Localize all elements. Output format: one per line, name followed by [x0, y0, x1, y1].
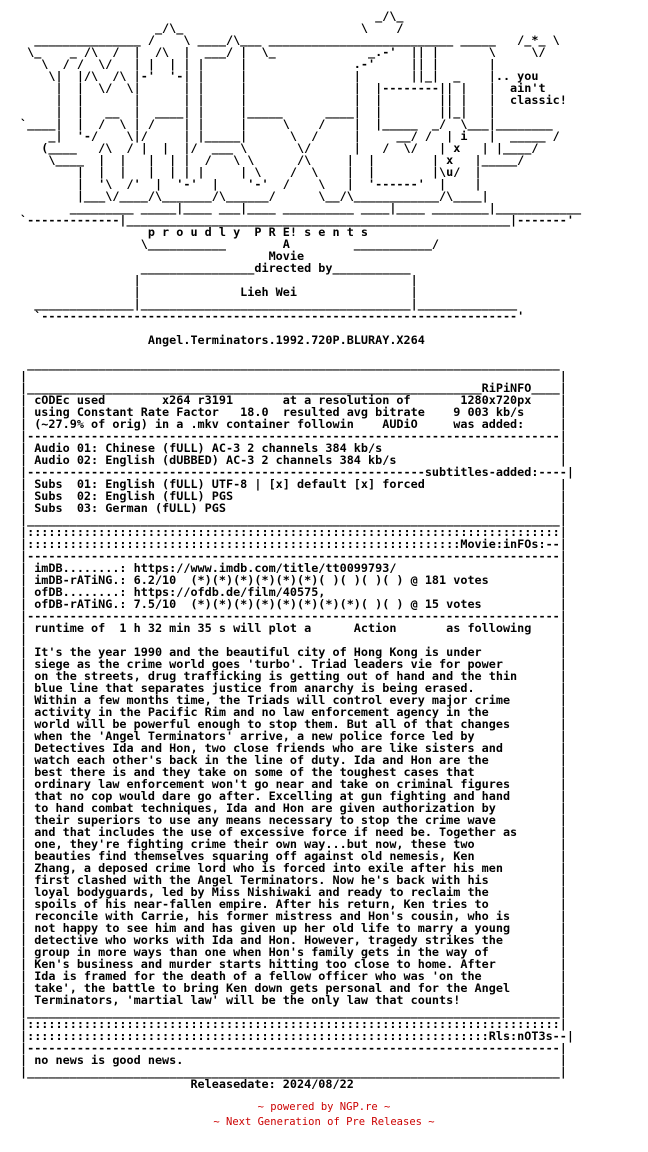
nfo-line: | | | | | | | | || | | classic! — [20, 93, 567, 107]
nfo-line: | Audio 02: English (dUBBED) AC-3 2 channels 384 kb/s | — [20, 453, 567, 467]
nfo-line: ________________directed by___________ — [20, 261, 411, 275]
nfo-line: | | — [20, 369, 567, 383]
nfo-line: |___________________________________________________________________________| — [20, 1005, 567, 1019]
nfo-line: | runtime of 1 h 32 min 35 s will plot a Action as following | — [20, 621, 567, 635]
nfo-line: | group in more ways than one when Hon's family gets in the way of | — [20, 945, 567, 959]
nfo-line: | Subs 02: English (fULL) PGS | — [20, 489, 567, 503]
nfo-line: | using Constant Rate Factor 18.0 resulted avg bitrate 9 003 kb/s | — [20, 405, 567, 419]
nfo-line: _________ _____|____ ___|____ __________ ____|____ ________|____________ — [20, 201, 582, 215]
nfo-line: | '\ /' | '-' | '-' / \ | '------' | | — [20, 177, 482, 191]
nfo-line: | that no cop would dare go after. Excelling at gun fighting and hand | — [20, 789, 567, 803]
nfo-line: | | __ | ____| | |_____ ____| | ||_| | — [20, 105, 496, 119]
nfo-line: | Ida is framed for the death of a fellow officer who was 'on the | — [20, 969, 567, 983]
nfo-line: | It's the year 1990 and the beautiful city of Hong Kong is under | — [20, 645, 567, 659]
nfo-line: | imDB........: https://www.imdb.com/title/tt0099793/ | — [20, 561, 567, 575]
nfo-line: | | — [20, 633, 567, 647]
powered-by-suffix: ~ — [377, 1101, 391, 1113]
nfo-line: Movie — [20, 249, 305, 263]
nfo-line: |:::::::::::::::::::::::::::::::::::::::::::::::::::::::::::::::::::::::::::| — [20, 525, 567, 539]
nfo-line: |___________________________________________________________________________| — [20, 513, 567, 527]
nfo-line: |:::::::::::::::::::::::::::::::::::::::::::::::::::::::::::::Movie:inFOs:--| — [20, 537, 567, 551]
nfo-line: | ofDB-rATiNG.: 7.5/10 (*)(*)(*)(*)(*)(*)(*)(*)( )( ) @ 15 votes | — [20, 597, 567, 611]
nfo-line: | take', the battle to bring Ken down gets personal and for the Angel | — [20, 981, 567, 995]
powered-by-prefix: ~ powered by — [257, 1101, 340, 1113]
nfo-line: | Terminators, 'martial law' will be the only law that counts! | — [20, 993, 567, 1007]
nfo-line: `-------------|______________________________________________________|-------' — [20, 213, 574, 227]
nfo-line: | no news is good news. | — [20, 1053, 567, 1067]
nfo-line: | and that includes the use of excessive force if need be. Together as | — [20, 825, 567, 839]
nfo-line: | one, they're fighting crime their own way...but now, these two | — [20, 837, 567, 851]
nfo-line: | to hand combat techniques, Ida and Hon are given authorization by | — [20, 801, 567, 815]
nfo-line: | ofDB........: https://ofdb.de/film/40575, | — [20, 585, 567, 599]
nfo-line: | Subs 03: German (fULL) PGS | — [20, 501, 567, 515]
nfo-line: | Subs 01: English (fULL) UTF-8 | [x] default [x] forced | — [20, 477, 567, 491]
nfo-line: _| '-/ \|/ | |_____| \ / | __/ / | i | _____ / — [20, 129, 560, 143]
footer — [0, 1100, 648, 1130]
nfo-line: ______________|______________________________________|______________ — [20, 297, 518, 311]
nfo-line: Releasedate: 2024/08/22 — [20, 1077, 354, 1091]
nfo-line: (____ /\ / | | |/ ___ \ \/ | / \/ | x | |____/ — [20, 141, 539, 155]
nfo-line: | | \/ \| | | | | |--------|| | | ain't — [20, 81, 546, 95]
nfo-line: \____ | | | | | / \ \ /\ | | | x |_____/ — [20, 153, 525, 167]
powered-by-line — [0, 1100, 648, 1115]
nfo-line: | beauties find themselves squaring off against old nemesis, Ken | — [20, 849, 567, 863]
nfo-line: | ordinary law enforcement won't go near and take on criminal figures | — [20, 777, 567, 791]
nfo-line: | world will be powerful enough to stop them. But all of that changes | — [20, 717, 567, 731]
nfo-line: |___________________________________________________________________________| — [20, 1065, 567, 1079]
nfo-line: Angel.Terminators.1992.720P.BLURAY.X264 — [20, 333, 425, 347]
nfo-line: \| |/\ /\ |-' '-| | | | ||_| _ |.. you — [20, 69, 539, 83]
nfo-line: | loyal bodyguards, led by Miss Nishiwaki and ready to reclaim the | — [20, 885, 567, 899]
nfo-line: | their superiors to use any means necessary to stop the crime wave | — [20, 813, 567, 827]
nfo-line: | detective who works with Ida and Hon. However, tragedy strikes the | — [20, 933, 567, 947]
nfo-line: | first clashed with the Angel Terminators. Now he's back with his | — [20, 873, 567, 887]
nfo-line: ___________________________________________________________________________ — [20, 357, 567, 371]
nfo-line: `-------------------------------------------------------------------' — [20, 309, 525, 323]
nfo-line: | activity in the Pacific Rim and no law enforcement agency in the | — [20, 705, 567, 719]
nfo-line: | (~27.9% of orig) in a .mkv container followin AUDiO was added: | — [20, 417, 567, 431]
nfo-line: _/\_ — [20, 9, 404, 23]
nfo-line: | | | | | | | | \ / \ | | |\u/ | — [20, 165, 482, 179]
nfo-line: `____| | / \ | / | | | \ / | |_____ _/ \___|________ — [20, 117, 553, 131]
nfo-line: | Audio 01: Chinese (fULL) AC-3 2 channels 384 kb/s | — [20, 441, 567, 455]
nfo-line: | best there is and they take on some of the toughest cases that | — [20, 765, 567, 779]
nfo-line: |:::::::::::::::::::::::::::::::::::::::::::::::::::::::::::::::::::::::::::| — [20, 1017, 567, 1031]
nfo-line: |___\/____/\_______/\______/ \__/\____________/\____| — [20, 189, 489, 203]
nfo-line: \___________ A ___________/ — [20, 237, 440, 251]
nfo-line: \ / / \/ | | | | | | .-' || | | — [20, 57, 496, 71]
nfo-line: | watch each other's back in the line of duty. Ida and Hon are the | — [20, 753, 567, 767]
nfo-line: | cODEc used x264 r3191 at a resolution of 1280x720px | — [20, 393, 567, 407]
nfo-line: | spoils of his near-fallen empire. After his return, Ken tries to | — [20, 897, 567, 911]
nfo-line: | Detectives Ida and Hon, two close friends who are like sisters and | — [20, 741, 567, 755]
ngp-link[interactable]: NGP.re — [339, 1101, 378, 1113]
nfo-line: _______________ / \ ____/\___ __________________________ _____ /_*_ \ — [20, 33, 560, 47]
nfo-line: | when the 'Angel Terminators' arrive, a new police force led by | — [20, 729, 567, 743]
nfo-line: |---------------------------------------------------------------------------| — [20, 429, 567, 443]
nfo-line: | on the streets, drug trafficking is getting out of hand and the thin | — [20, 669, 567, 683]
nfo-line: |---------------------------------------------------------------------------| — [20, 549, 567, 563]
nfo-line: |--------------------------------------------------------subtitles-added:----| — [20, 465, 574, 479]
nfo-line: | imDB-rATiNG.: 6.2/10 (*)(*)(*)(*)(*)(*)( )( )( )( ) @ 181 votes | — [20, 573, 567, 587]
nfo-line: |---------------------------------------------------------------------------| — [20, 1041, 567, 1055]
nfo-line: _/\_ \ / — [20, 21, 404, 35]
nfo-line: |________________________________________________________________RiPiNFO____| — [20, 381, 567, 395]
nfo-line: | | — [20, 273, 418, 287]
nfo-line: | Ken's business and murder starts hitting too close to home. After | — [20, 957, 567, 971]
nfo-line: |:::::::::::::::::::::::::::::::::::::::::::::::::::::::::::::::::Rls:nOT3s--| — [20, 1029, 574, 1043]
nfo-line: | Zhang, a deposed crime lord who is forced into exile after his men | — [20, 861, 567, 875]
nfo-line: | blue line that separates justice from anarchy is being erased. | — [20, 681, 567, 695]
nfo-line: | siege as the crime world goes 'turbo'. Triad leaders vie for power | — [20, 657, 567, 671]
nfo-line: | not happy to see him and has given up her old life to marry a young | — [20, 921, 567, 935]
nfo-line: | Lieh Wei | — [20, 285, 418, 299]
nfo-line: \_ _ /\ / | /\ | ___/ | \_ _.-' || | \ \/ — [20, 45, 546, 59]
nfo-text — [20, 10, 581, 1090]
nfo-line: | Within a few months time, the Triads will control every major crime | — [20, 693, 567, 707]
nfo-line: | reconcile with Carrie, his former mistress and Hon's cousin, who is | — [20, 909, 567, 923]
nfo-line: |---------------------------------------------------------------------------| — [20, 609, 567, 623]
tagline: ~ Next Generation of Pre Releases ~ — [213, 1116, 435, 1128]
nfo-line: p r o u d l y P R E! s e n t s — [20, 225, 369, 239]
